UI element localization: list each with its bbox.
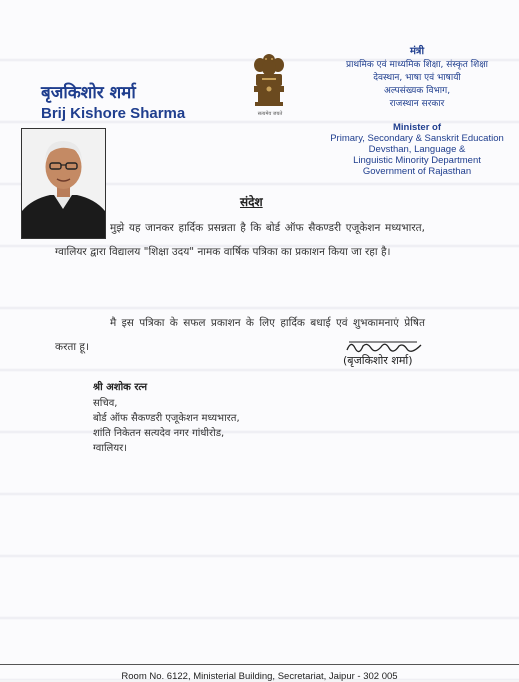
minister-name-hindi: बृजकिशोर शर्मा — [41, 83, 136, 103]
designation-hindi-line: देवस्थान, भाषा एवं भाषायी — [373, 73, 461, 83]
designation-english-line: Devsthan, Language & — [368, 144, 466, 155]
designation-hindi-line: अल्पसंख्यक विभाग, — [383, 86, 451, 96]
address-line: शांति निकेतन सत्यदेव नगर गांधीरोड, — [93, 428, 225, 439]
designation-english-line: Primary, Secondary & Sanskrit Education — [330, 133, 504, 144]
designation-english-line: Linguistic Minority Department — [353, 155, 481, 166]
designation-english-title: Minister of — [392, 122, 442, 133]
letter-paragraph-2: मै इस पत्रिका के सफल प्रकाशन के लिए हार्दिक बधाई एवं शुभकामनाएं प्रेषित करता हू। — [55, 317, 425, 353]
addressee-address — [93, 396, 240, 456]
footer-divider — [0, 664, 519, 665]
designation-hindi-line: प्राथमिक एवं माध्यमिक शिक्षा, संस्कृत शिक्षा — [345, 60, 488, 70]
designation-hindi-block — [328, 59, 506, 111]
minister-name-english: Brij Kishore Sharma — [41, 105, 186, 122]
handwritten-signature — [345, 338, 425, 354]
designation-hindi-title: मंत्री — [409, 46, 425, 57]
designation-english-block — [326, 133, 508, 177]
designation-hindi-line: राजस्थान सरकार — [389, 99, 445, 109]
national-emblem-icon — [248, 52, 290, 118]
letter-heading: संदेश — [240, 195, 263, 209]
letter-paragraph-1: मुझे यह जानकर हार्दिक प्रसन्नता है कि बोर्ड ऑफ सैकण्डरी एजूकेशन मध्यभारत, ग्वालियर द्वारा विद्यालय "शिक्षा उदय" नामक वार्षिक पत्रिका का प्रकाशन किया जा रहा है। — [55, 222, 425, 258]
address-line: सचिव, — [93, 398, 118, 409]
emblem-motto: सत्यमेव जयते — [257, 111, 283, 117]
address-line: ग्वालियर। — [93, 443, 128, 454]
address-line: बोर्ड ऑफ सैकण्डरी एजूकेशन मध्यभारत, — [93, 413, 240, 424]
signatory-name: (बृजकिशोर शर्मा) — [343, 354, 413, 367]
footer-address: Room No. 6122, Ministerial Building, Secretariat, Jaipur - 302 005 — [121, 671, 398, 682]
designation-english-line: Government of Rajasthan — [362, 166, 472, 177]
addressee-name: श्री अशोक रत्न — [93, 382, 148, 393]
